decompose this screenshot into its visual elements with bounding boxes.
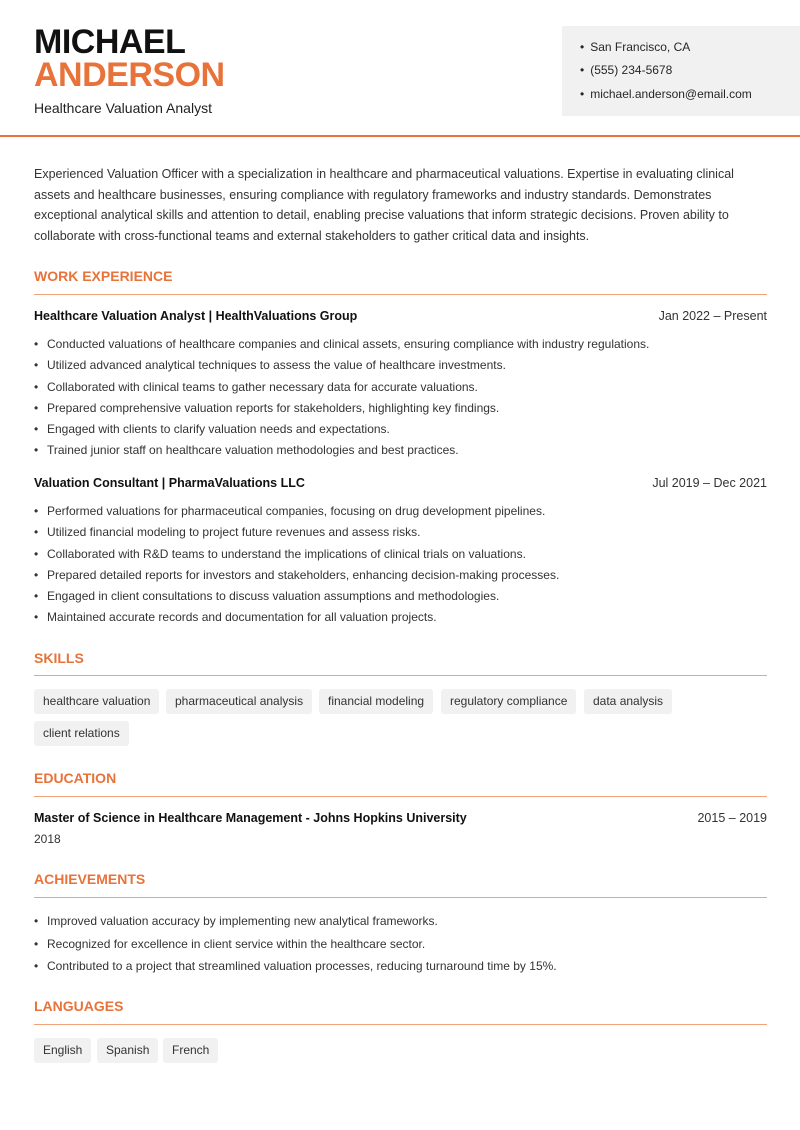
contact-box	[562, 26, 800, 116]
list-item: • Contributed to a project that streamlined valuation processes, reducing turnaround time by 15%.	[34, 958, 767, 981]
list-item: • Collaborated with clinical teams to gather necessary data for accurate valuations.	[34, 379, 767, 400]
contact-phone: • (555) 234-5678	[580, 63, 672, 77]
resume-header	[0, 0, 800, 137]
education-heading: EDUCATION	[34, 770, 117, 786]
summary-paragraph: Experienced Valuation Officer with a specialization in healthcare and pharmaceutical valuations. Expertise in evaluating clinical assets and healthcare businesses, ensuring compliance with regulatory frameworks and industry standards. Demonstrates exceptional analytical skills and attention to detail, enabling precise valuations that inform strategic decisions. Proven ability to collaborate with cross-functional teams and external stakeholders to gather critical data and insights.	[34, 167, 734, 243]
job-role: Valuation Consultant | PharmaValuations LLC	[34, 476, 305, 490]
languages-heading: LANGUAGES	[34, 998, 124, 1014]
achievements-heading: ACHIEVEMENTS	[34, 871, 146, 887]
list-item: • Recognized for excellence in client service within the healthcare sector.	[34, 936, 767, 959]
list-item: • Performed valuations for pharmaceutical companies, focusing on drug development pipelines.	[34, 503, 767, 524]
education-dates: 2015 – 2019	[697, 811, 767, 825]
list-item: • Improved valuation accuracy by implementing new analytical frameworks.	[34, 913, 767, 936]
section-divider	[34, 796, 767, 797]
education-header	[34, 811, 767, 825]
contact-location: • San Francisco, CA	[580, 40, 690, 54]
job-role: Healthcare Valuation Analyst | HealthValuations Group	[34, 309, 358, 323]
list-item: • Trained junior staff on healthcare valuation methodologies and best practices.	[34, 442, 767, 463]
job-dates: Jul 2019 – Dec 2021	[652, 476, 767, 490]
first-name: MICHAEL	[34, 23, 186, 61]
skills-heading: SKILLS	[34, 650, 84, 666]
list-item: • Collaborated with R&D teams to understand the implications of clinical trials on valuations.	[34, 546, 767, 567]
section-divider	[34, 897, 767, 898]
last-name: ANDERSON	[34, 56, 225, 94]
skill-tag: client relations	[34, 721, 129, 746]
job-bullets	[34, 503, 767, 631]
job-title: Healthcare Valuation Analyst	[34, 100, 212, 116]
skill-tag: data analysis	[584, 689, 672, 714]
section-divider	[34, 1024, 767, 1025]
job-bullets	[34, 336, 767, 464]
section-divider	[34, 294, 767, 295]
list-item: • Maintained accurate records and documentation for all valuation projects.	[34, 609, 767, 630]
skill-tag: pharmaceutical analysis	[166, 689, 312, 714]
achievements-list	[34, 913, 767, 981]
list-item: • Engaged with clients to clarify valuation needs and expectations.	[34, 421, 767, 442]
language-tag: French	[163, 1038, 218, 1063]
work-experience-heading: WORK EXPERIENCE	[34, 268, 173, 284]
list-item: • Conducted valuations of healthcare companies and clinical assets, ensuring compliance with industry regulations.	[34, 336, 767, 357]
contact-email[interactable]: • michael.anderson@email.com	[580, 87, 752, 101]
list-item: • Prepared comprehensive valuation reports for stakeholders, highlighting key findings.	[34, 400, 767, 421]
skill-tag: healthcare valuation	[34, 689, 159, 714]
list-item: • Utilized financial modeling to project future revenues and assess risks.	[34, 524, 767, 545]
language-tag: Spanish	[97, 1038, 158, 1063]
list-item: • Prepared detailed reports for investors and stakeholders, enhancing decision-making processes.	[34, 567, 767, 588]
education-degree: Master of Science in Healthcare Management - Johns Hopkins University	[34, 811, 467, 825]
header-divider	[0, 135, 800, 137]
education-year: 2018	[34, 832, 61, 846]
language-tag: English	[34, 1038, 91, 1063]
job-dates: Jan 2022 – Present	[658, 309, 767, 323]
list-item: • Utilized advanced analytical techniques to assess the value of healthcare investments.	[34, 357, 767, 378]
section-divider	[34, 675, 767, 676]
job-header	[34, 476, 767, 490]
skill-tag: regulatory compliance	[441, 689, 576, 714]
job-header	[34, 309, 767, 323]
skill-tag: financial modeling	[319, 689, 433, 714]
list-item: • Engaged in client consultations to discuss valuation assumptions and methodologies.	[34, 588, 767, 609]
